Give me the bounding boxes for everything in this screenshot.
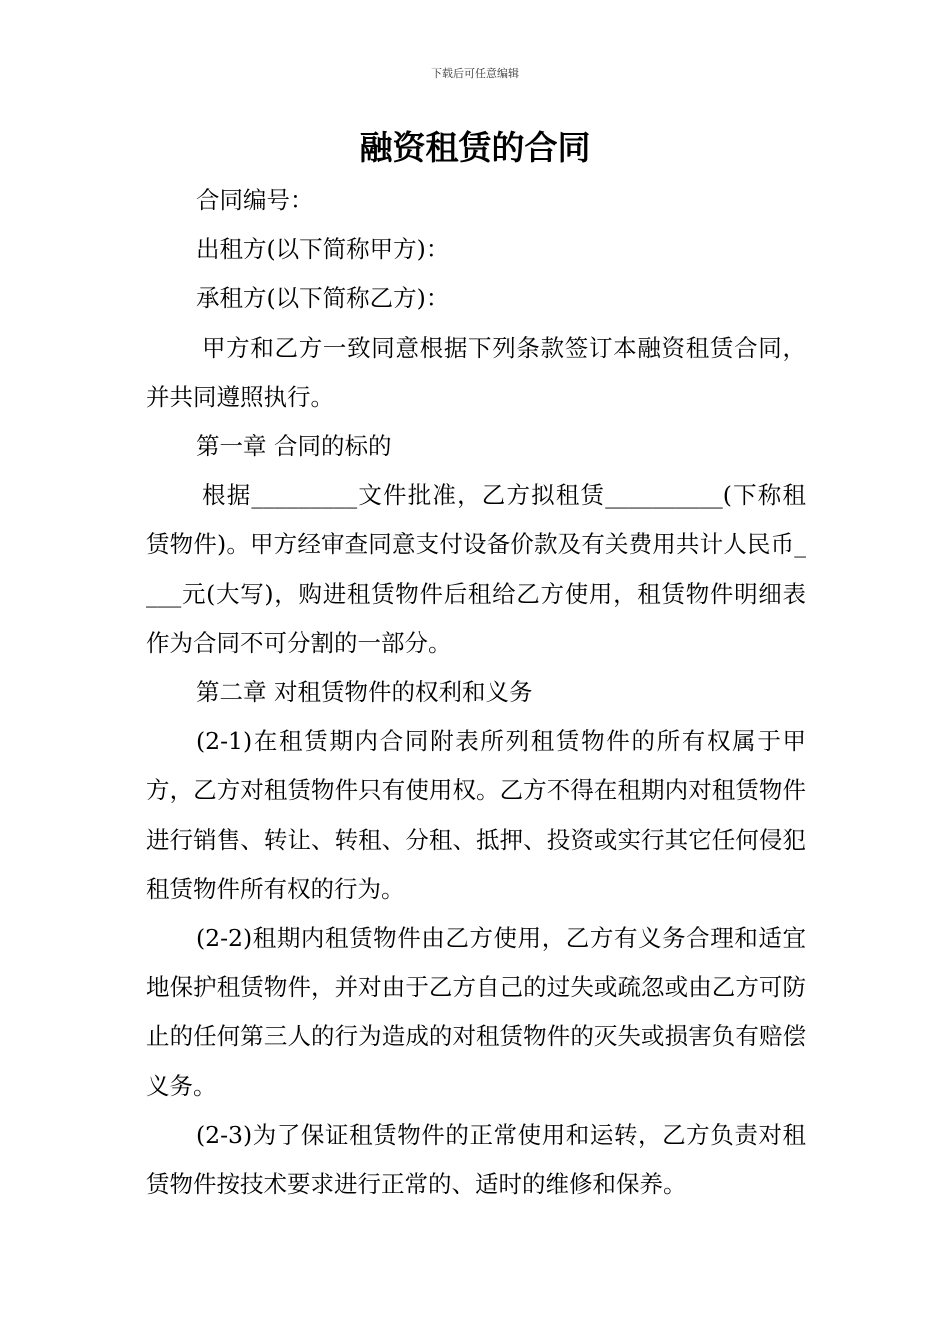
- clause-2-1: (2-1)在租赁期内合同附表所列租赁物件的所有权属于甲方，乙方对租赁物件只有使用权。乙方不得在租期内对租赁物件进行销售、转让、转租、分租、抵押、投资或实行其它任何侵犯租赁物件所有权的行为。: [146, 727, 806, 903]
- chapter-1-heading: 第一章 合同的标的: [196, 432, 392, 461]
- paragraph-lessor: 出租方(以下简称甲方)：: [196, 235, 450, 264]
- contract-body: [146, 176, 806, 1209]
- document-title: 融资租赁的合同: [359, 128, 591, 167]
- clause-2-2: (2-2)租期内租赁物件由乙方使用，乙方有义务合理和适宜地保护租赁物件，并对由于乙方自己的过失或疏忽或由乙方可防止的任何第三人的行为造成的对租赁物件的灭失或损害负有赔偿义务。: [146, 924, 806, 1100]
- paragraph-contract-number: 合同编号：: [196, 186, 314, 214]
- clause-2-3: (2-3)为了保证租赁物件的正常使用和运转，乙方负责对租赁物件按技术要求进行正常的、适时的维修和保养。: [146, 1120, 806, 1199]
- paragraph-agreement: 甲方和乙方一致同意根据下列条款签订本融资租赁合同，并共同遵照执行。: [146, 333, 806, 411]
- paragraph-chapter-1: 根据_________文件批准，乙方拟租赁__________(下称租赁物件)。甲方经审查同意支付设备价款及有关费用共计人民币____元(大写)，购进租赁物件后租给乙方使用，租赁物件明细表作为合同不可分割的一部分。: [146, 481, 806, 657]
- header-note: 下载后可任意编辑: [431, 67, 519, 80]
- paragraph-lessee: 承租方(以下简称乙方)：: [196, 284, 450, 313]
- chapter-2-heading: 第二章 对租赁物件的权利和义务: [196, 678, 533, 707]
